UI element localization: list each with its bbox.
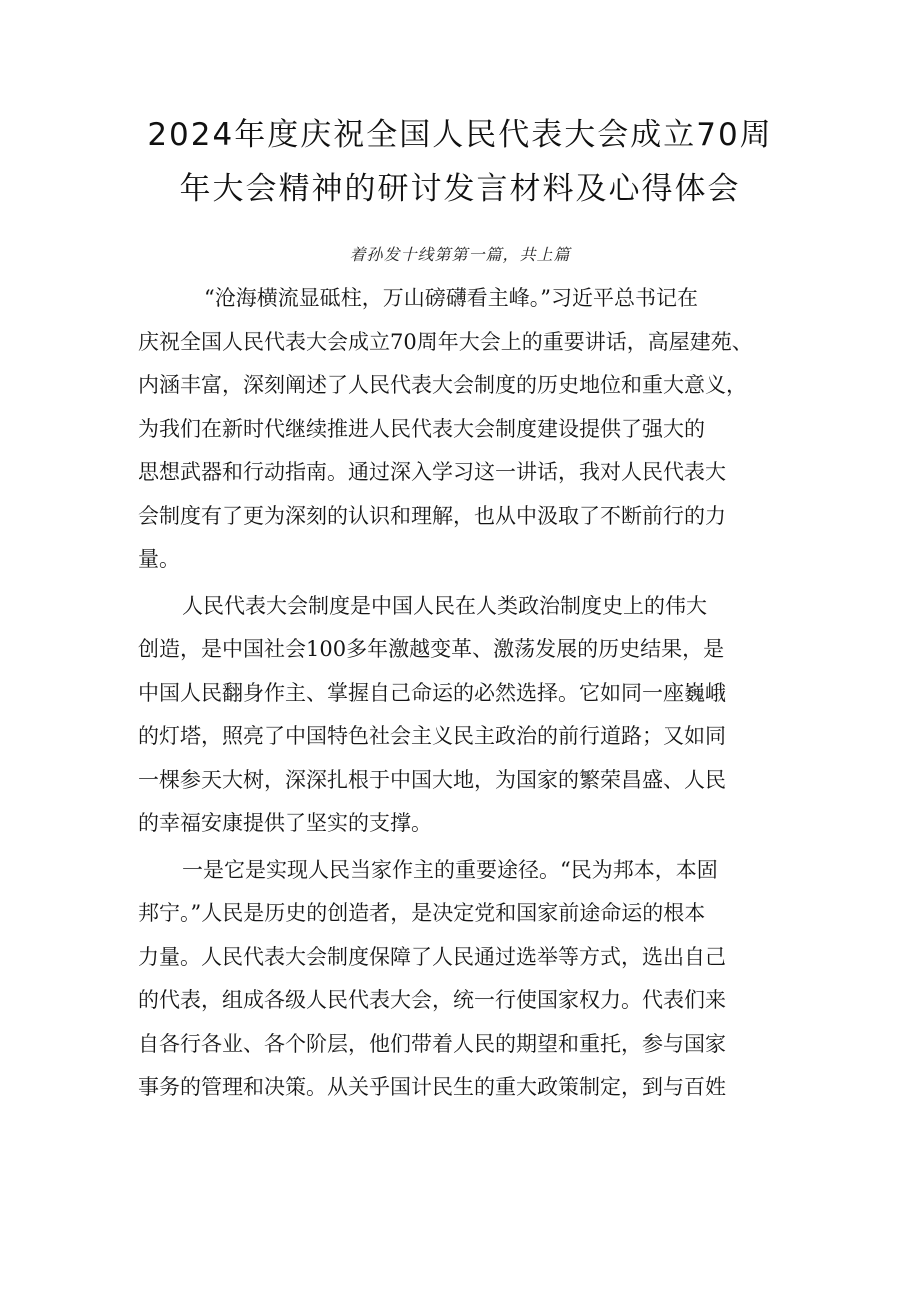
paragraph-line: 创造，是中国社会100多年激越变革、激荡发展的历史结果，是 [138, 637, 725, 661]
paragraph-line: 庆祝全国人民代表大会成立70周年大会上的重要讲话，高屋建苑、 [138, 329, 753, 354]
title-line: 年大会精神的研讨发言材料及心得体会 [179, 171, 741, 207]
paragraph-point-one [138, 849, 788, 1110]
paragraph-line: 一棵参天大树，深深扎根于中国大地，为国家的繁荣昌盛、人民 [138, 767, 726, 792]
document-body [138, 277, 788, 1110]
paragraph-line: 力量。人民代表大会制度保障了人民通过选举等方式，选出自己 [138, 944, 726, 969]
paragraph-line: 会制度有了更为深刻的认识和理解，也从中汲取了不断前行的力 [138, 503, 726, 528]
paragraph-line: 思想武器和行动指南。通过深入学习这一讲话，我对人民代表大 [138, 460, 726, 484]
paragraph-line: 内涵丰富，深刻阐述了人民代表大会制度的历史地位和重大意义， [138, 373, 747, 397]
title-line: 2024年度庆祝全国人民代表大会成立70周 [147, 117, 773, 153]
paragraph-line: 事务的管理和决策。从关乎国计民生的重大政策制定，到与百姓 [138, 1075, 726, 1099]
paragraph-line: 邦宁。”人民是历史的创造者，是决定党和国家前途命运的根本 [138, 901, 706, 925]
paragraph-system [138, 585, 788, 846]
paragraph-line: 人民代表大会制度是中国人民在人类政治制度史上的伟大 [182, 593, 707, 618]
paragraph-line: 自各行各业、各个阶层，他们带着人民的期望和重托，参与国家 [138, 1031, 726, 1056]
paragraph-line: 的幸福安康提供了坚实的支撑。 [138, 811, 432, 835]
document-title [120, 108, 800, 216]
paragraph-line: 一是它是实现人民当家作主的重要途径。“民为邦本，本固 [182, 857, 718, 882]
paragraph-line: 中国人民翻身作主、掌握自己命运的必然选择。它如同一座巍峨 [138, 680, 726, 705]
paragraph-intro [138, 277, 788, 582]
paragraph-line: 的灯塔，照亮了中国特色社会主义民主政治的前行道路；又如同 [138, 724, 726, 748]
paragraph-line: “沧海横流显砥柱，万山磅礴看主峰。”习近平总书记在 [204, 286, 698, 310]
paragraph-line: 为我们在新时代继续推进人民代表大会制度建设提供了强大的 [138, 416, 705, 441]
document-subtitle: 着孙发十线第第一篇，共上篇 [349, 245, 571, 264]
paragraph-line: 的代表，组成各级人民代表大会，统一行使国家权力。代表们来 [138, 988, 726, 1012]
paragraph-line: 量。 [138, 547, 180, 571]
